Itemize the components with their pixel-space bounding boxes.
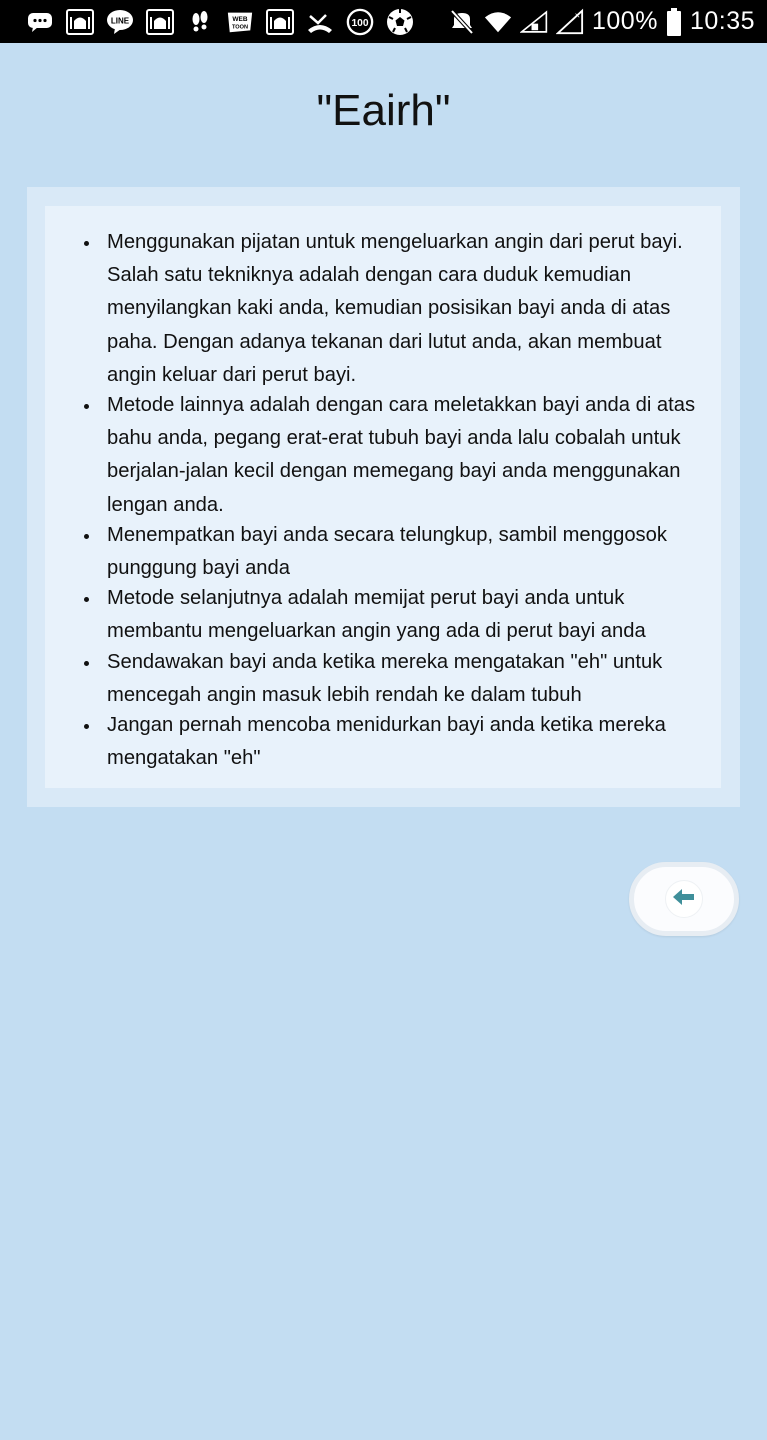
list-item: Metode lainnya adalah dengan cara meletakkan bayi anda di atas bahu anda, pegang erat-erat tubuh bayi anda lalu cobalah untuk berjalan-jalan kecil dengan memegang bayi anda menggunakan lengan anda. — [107, 389, 703, 522]
signal-icon — [520, 9, 548, 35]
page-title: "Eairh" — [316, 86, 451, 135]
chat-bubble-icon — [26, 9, 54, 35]
mosque-icon — [66, 9, 94, 35]
list-item: Sendawakan bayi anda ketika mereka mengatakan "eh" untuk mencegah angin masuk lebih rendah ke dalam tubuh — [107, 646, 703, 712]
webtoon-icon — [226, 9, 254, 35]
hundred-icon — [346, 9, 374, 35]
svg-text:×: × — [574, 9, 581, 20]
system-indicators — [448, 7, 755, 36]
svg-text:LINE: LINE — [110, 16, 130, 25]
missed-call-icon — [306, 9, 334, 35]
line-app-icon — [106, 9, 134, 35]
mosque-icon — [266, 9, 294, 35]
list-item: Menempatkan bayi anda secara telungkup, sambil menggosok punggung bayi anda — [107, 519, 703, 585]
signal-icon — [556, 9, 584, 35]
soccer-ball-icon — [386, 9, 414, 35]
list-item: Metode selanjutnya adalah memijat perut bayi anda untuk membantu mengeluarkan angin yang ada di perut bayi anda — [107, 582, 703, 648]
svg-text:TOON: TOON — [231, 24, 249, 31]
battery-icon — [666, 9, 682, 35]
content-card-inner — [45, 206, 721, 788]
notification-icons — [26, 9, 414, 35]
svg-text:100: 100 — [351, 17, 369, 29]
mute-icon — [448, 9, 476, 35]
tips-list — [63, 226, 703, 775]
back-button[interactable] — [629, 862, 739, 936]
list-item: Menggunakan pijatan untuk mengeluarkan angin dari perut bayi. Salah satu tekniknya adalah dengan cara duduk kemudian menyilangkan kaki anda, kemudian posisikan bayi anda di atas paha. Dengan adanya tekanan dari lutut anda, akan membuat angin keluar dari perut bayi. — [107, 226, 703, 392]
battery-percentage: 100% — [591, 7, 658, 35]
arrow-left-icon — [672, 888, 696, 911]
content-card — [27, 187, 740, 807]
wifi-icon — [484, 9, 512, 35]
svg-text:WEB: WEB — [232, 15, 248, 23]
clock: 10:35 — [689, 7, 755, 35]
status-bar — [0, 0, 767, 43]
footprints-icon — [186, 9, 214, 35]
back-button-circle — [665, 880, 703, 918]
mosque-icon — [146, 9, 174, 35]
list-item: Jangan pernah mencoba menidurkan bayi anda ketika mereka mengatakan "eh" — [107, 709, 703, 775]
